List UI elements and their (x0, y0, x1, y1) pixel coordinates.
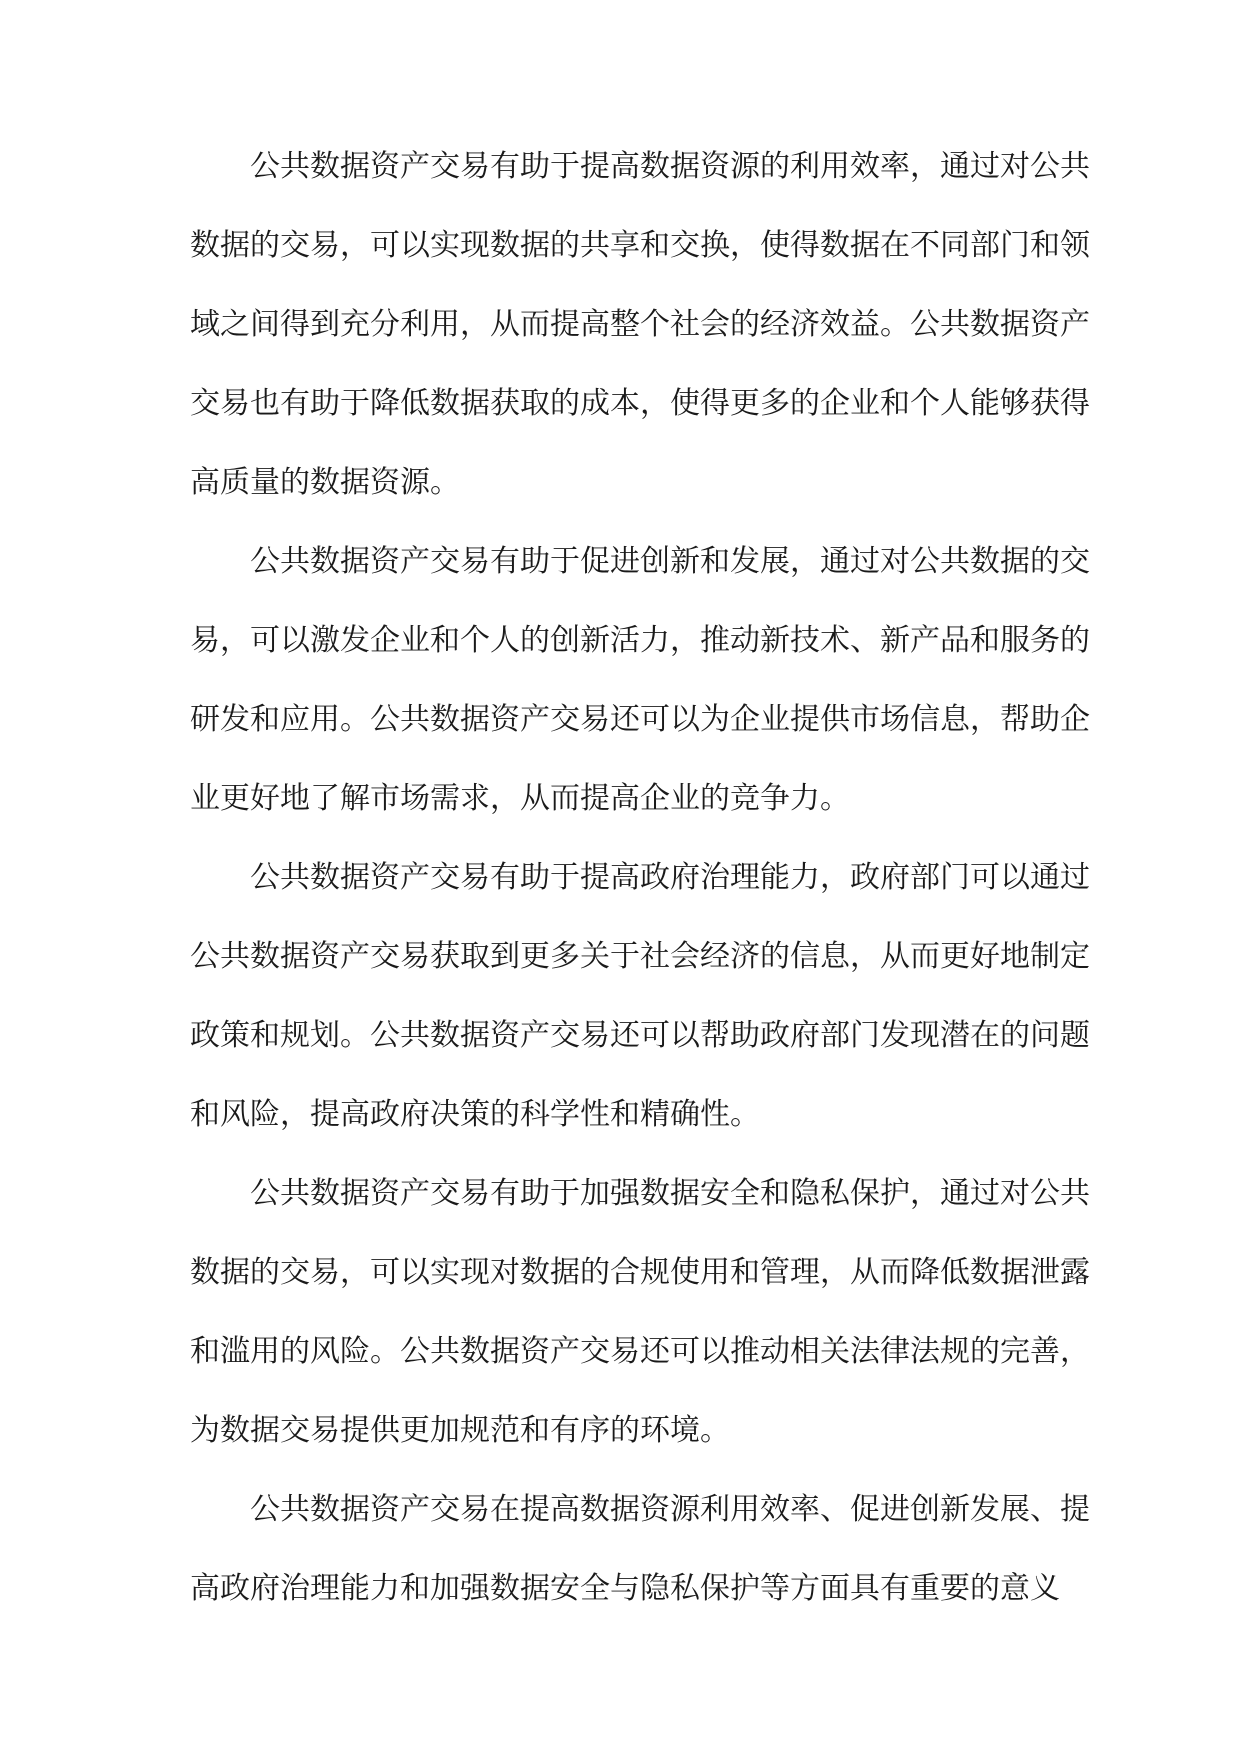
paragraph-line: 交易也有助于降低数据获取的成本，使得更多的企业和个人能够获得 (190, 386, 1090, 421)
paragraph-line: 政策和规划。公共数据资产交易还可以帮助政府部门发现潜在的问题 (190, 1018, 1090, 1053)
paragraph-line: 公共数据资产交易有助于加强数据安全和隐私保护，通过对公共 (250, 1176, 1090, 1211)
paragraph-line: 研发和应用。公共数据资产交易还可以为企业提供市场信息，帮助企 (190, 702, 1090, 737)
paragraph-line: 易，可以激发企业和个人的创新活力，推动新技术、新产品和服务的 (190, 623, 1090, 658)
paragraph-line: 高质量的数据资源。 (190, 465, 460, 500)
paragraph-government-governance (190, 853, 1090, 1169)
paragraph-line: 域之间得到充分利用，从而提高整个社会的经济效益。公共数据资产 (190, 307, 1090, 342)
paragraph-line: 数据的交易，可以实现对数据的合规使用和管理，从而降低数据泄露 (190, 1255, 1090, 1290)
paragraph-innovation-development (190, 537, 1090, 853)
paragraph-line: 公共数据资产交易获取到更多关于社会经济的信息，从而更好地制定 (190, 939, 1090, 974)
paragraph-line: 公共数据资产交易有助于促进创新和发展，通过对公共数据的交 (250, 544, 1090, 579)
paragraph-line: 和滥用的风险。公共数据资产交易还可以推动相关法律法规的完善， (190, 1334, 1090, 1369)
paragraph-line: 公共数据资产交易有助于提高数据资源的利用效率，通过对公共 (250, 149, 1090, 184)
paragraph-line: 和风险，提高政府决策的科学性和精确性。 (190, 1097, 760, 1132)
document-body (190, 142, 1090, 1643)
paragraph-line: 公共数据资产交易在提高数据资源利用效率、促进创新发展、提 (250, 1492, 1090, 1527)
paragraph-line: 高政府治理能力和加强数据安全与隐私保护等方面具有重要的意义 (190, 1571, 1060, 1606)
paragraph-line: 业更好地了解市场需求，从而提高企业的竞争力。 (190, 781, 850, 816)
paragraph-summary-significance (190, 1485, 1090, 1643)
paragraph-line: 公共数据资产交易有助于提高政府治理能力，政府部门可以通过 (250, 860, 1090, 895)
paragraph-line: 为数据交易提供更加规范和有序的环境。 (190, 1413, 730, 1448)
paragraph-line: 数据的交易，可以实现数据的共享和交换，使得数据在不同部门和领 (190, 228, 1090, 263)
paragraph-data-resource-efficiency (190, 142, 1090, 537)
paragraph-data-security-privacy (190, 1169, 1090, 1485)
